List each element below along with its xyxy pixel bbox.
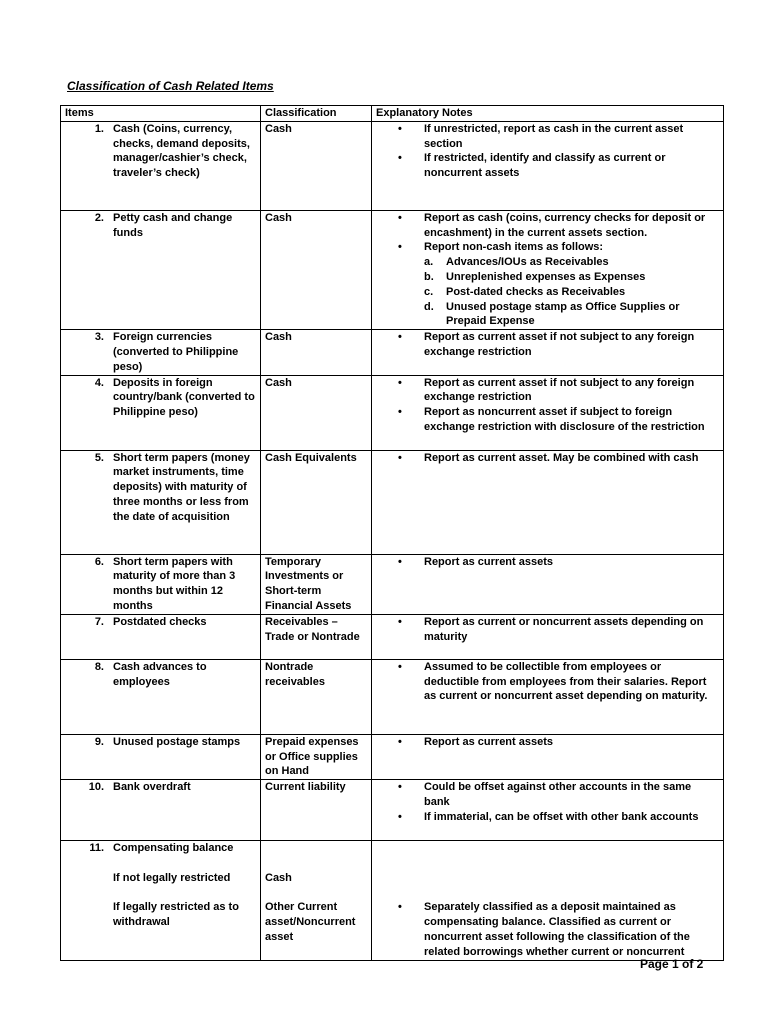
sub-note-text: Post-dated checks as Receivables — [446, 285, 626, 298]
notes-list — [376, 735, 719, 750]
table-row — [61, 375, 724, 450]
item-cell — [61, 614, 261, 659]
bullet-icon: • — [398, 555, 402, 568]
note-item — [376, 780, 719, 810]
item-number: 6. — [94, 555, 104, 568]
classification-cell: Prepaid expenses or Office supplies on Hand — [261, 734, 372, 779]
classification-restricted: Other Current asset/Noncurrent asset — [265, 901, 356, 943]
note-item — [376, 810, 719, 825]
item-text: Deposits in foreign country/bank (converted to Philippine peso) — [113, 376, 255, 419]
sub-note-letter: a. — [424, 256, 434, 269]
item-cell — [61, 450, 261, 554]
item-number: 5. — [94, 451, 104, 464]
note-item — [376, 735, 719, 750]
sub-note-letter: b. — [424, 270, 434, 283]
classification-cell — [261, 841, 372, 960]
note-item — [376, 451, 719, 466]
classification-table — [60, 105, 724, 961]
sub-case-not-restricted: If not legally restricted — [113, 871, 231, 884]
notes-cell — [372, 554, 724, 614]
notes-list — [376, 780, 719, 824]
item-text: Unused postage stamps — [113, 735, 241, 748]
note-text: Report as noncurrent asset if subject to foreign exchange restriction with disclosure of the restriction — [424, 406, 705, 433]
document-title: Classification of Cash Related Items — [67, 79, 274, 93]
notes-cell — [372, 614, 724, 659]
sub-note-text: Unreplenished expenses as Expenses — [446, 270, 646, 283]
table-row — [61, 841, 724, 960]
note-item — [376, 211, 719, 241]
note-text: If restricted, identify and classify as current or noncurrent assets — [424, 152, 666, 180]
notes-cell — [372, 780, 724, 841]
note-item — [376, 660, 719, 704]
item-number: 9. — [94, 735, 104, 748]
sub-note-item — [424, 270, 719, 285]
note-item — [376, 330, 719, 360]
bullet-icon: • — [398, 376, 402, 389]
note-item — [376, 376, 719, 406]
classification-cell: Cash — [261, 210, 372, 329]
notes-list — [376, 330, 719, 360]
item-number: 1. — [94, 122, 104, 135]
table-row — [61, 450, 724, 554]
item-cell — [61, 375, 261, 450]
note-text: Report as cash (coins, currency checks for deposit or encashment) in the current assets section. — [424, 211, 706, 239]
bullet-icon: • — [398, 810, 402, 823]
classification-cell: Temporary Investments or Short-term Financial Assets — [261, 554, 372, 614]
classification-cell: Receivables – Trade or Nontrade — [261, 614, 372, 659]
item-text: Bank overdraft — [113, 781, 191, 794]
item-cell — [61, 659, 261, 734]
classification-cell: Cash — [261, 330, 372, 375]
notes-list — [376, 660, 719, 704]
table-row — [61, 330, 724, 375]
item-text: Short term papers with maturity of more than 3 months but within 12 months — [113, 555, 236, 612]
item-cell — [61, 841, 261, 960]
notes-list — [376, 376, 719, 435]
table-row — [61, 614, 724, 659]
notes-cell — [372, 121, 724, 210]
note-item — [376, 555, 719, 570]
notes-cell — [372, 330, 724, 375]
notes-list — [376, 900, 719, 959]
table-row — [61, 659, 724, 734]
header-items: Items — [61, 106, 261, 122]
table-header-row — [61, 106, 724, 122]
note-text: Assumed to be collectible from employees or deductible from employees from their salaries. Report as current or noncurrent asset depending on maturity. — [424, 660, 708, 703]
bullet-icon: • — [398, 451, 402, 464]
note-text: Report as current asset if not subject to any foreign exchange restriction — [424, 331, 695, 358]
note-text: Separately classified as a deposit maintained as compensating balance. Classified as current or noncurrent asset following the classification of the related borrowings whether current or noncurrent — [424, 901, 690, 958]
notes-cell — [372, 841, 724, 960]
bullet-icon: • — [398, 152, 402, 165]
note-item — [376, 151, 719, 181]
item-text: Foreign currencies (converted to Philippine peso) — [113, 331, 239, 373]
item-cell — [61, 121, 261, 210]
bullet-icon: • — [398, 735, 402, 748]
note-text: Report as current assets — [424, 555, 553, 568]
sub-note-text: Unused postage stamp as Office Supplies or Prepaid Expense — [446, 300, 680, 328]
bullet-icon: • — [398, 241, 402, 254]
sub-note-item — [424, 255, 719, 270]
notes-list — [376, 211, 719, 329]
notes-cell — [372, 210, 724, 329]
note-text: Report as current asset. May be combined with cash — [424, 451, 699, 464]
item-number: 8. — [94, 660, 104, 673]
note-item — [376, 122, 719, 152]
item-cell — [61, 780, 261, 841]
item-number: 2. — [94, 211, 104, 224]
note-text: Could be offset against other accounts in the same bank — [424, 781, 692, 808]
notes-cell — [372, 450, 724, 554]
note-text: Report as current or noncurrent assets depending on maturity — [424, 615, 704, 643]
item-cell — [61, 330, 261, 375]
note-item — [376, 240, 719, 329]
sub-note-item — [424, 300, 719, 330]
bullet-icon: • — [398, 122, 402, 135]
table-row — [61, 121, 724, 210]
sub-notes-list — [424, 255, 719, 329]
note-item — [376, 900, 719, 959]
item-number: 7. — [94, 615, 104, 628]
classification-not-restricted: Cash — [265, 871, 292, 884]
item-text: Short term papers (money market instruments, time deposits) with maturity of three months or less from the date of acquisition — [113, 451, 250, 523]
notes-list — [376, 451, 719, 466]
notes-cell — [372, 659, 724, 734]
note-item — [376, 615, 719, 645]
bullet-icon: • — [398, 211, 402, 224]
bullet-icon: • — [398, 660, 402, 673]
bullet-icon: • — [398, 615, 402, 628]
notes-cell — [372, 734, 724, 779]
note-text: If unrestricted, report as cash in the current asset section — [424, 122, 684, 150]
item-number: 11. — [89, 842, 104, 855]
table-row — [61, 210, 724, 329]
bullet-icon: • — [398, 781, 402, 794]
classification-cell: Cash — [261, 121, 372, 210]
sub-note-text: Advances/IOUs as Receivables — [446, 256, 609, 269]
item-cell — [61, 210, 261, 329]
bullet-icon: • — [398, 331, 402, 344]
note-text: Report non-cash items as follows: — [424, 241, 604, 254]
page-number: Page 1 of 2 — [640, 957, 704, 971]
table-row — [61, 734, 724, 779]
notes-list — [376, 555, 719, 570]
item-text: Petty cash and change funds — [113, 211, 233, 239]
sub-case-restricted: If legally restricted as to withdrawal — [113, 901, 239, 929]
sub-note-letter: c. — [424, 285, 434, 298]
item-text: Compensating balance — [113, 842, 234, 855]
note-text: If immaterial, can be offset with other bank accounts — [424, 810, 699, 823]
table-row — [61, 554, 724, 614]
note-text: Report as current asset if not subject to any foreign exchange restriction — [424, 376, 695, 404]
item-cell — [61, 734, 261, 779]
classification-cell: Cash Equivalents — [261, 450, 372, 554]
notes-list — [376, 122, 719, 181]
item-number: 10. — [88, 781, 104, 794]
sub-note-letter: d. — [424, 300, 434, 313]
header-classification: Classification — [261, 106, 372, 122]
sub-note-item — [424, 285, 719, 300]
table-body — [61, 121, 724, 960]
bullet-icon: • — [398, 901, 402, 914]
bullet-icon: • — [398, 406, 402, 419]
note-text: Report as current assets — [424, 735, 553, 748]
item-number: 4. — [94, 376, 104, 389]
item-text: Cash (Coins, currency, checks, demand deposits, manager/cashier’s check, traveler’s check) — [113, 122, 250, 180]
classification-cell: Nontrade receivables — [261, 659, 372, 734]
classification-cell: Cash — [261, 375, 372, 450]
table-row — [61, 780, 724, 841]
notes-list — [376, 615, 719, 645]
notes-cell — [372, 375, 724, 450]
note-item — [376, 405, 719, 435]
item-cell — [61, 554, 261, 614]
item-text: Postdated checks — [113, 615, 207, 628]
header-explanatory-notes: Explanatory Notes — [372, 106, 724, 122]
item-number: 3. — [94, 331, 104, 344]
classification-cell: Current liability — [261, 780, 372, 841]
item-text: Cash advances to employees — [113, 660, 207, 688]
